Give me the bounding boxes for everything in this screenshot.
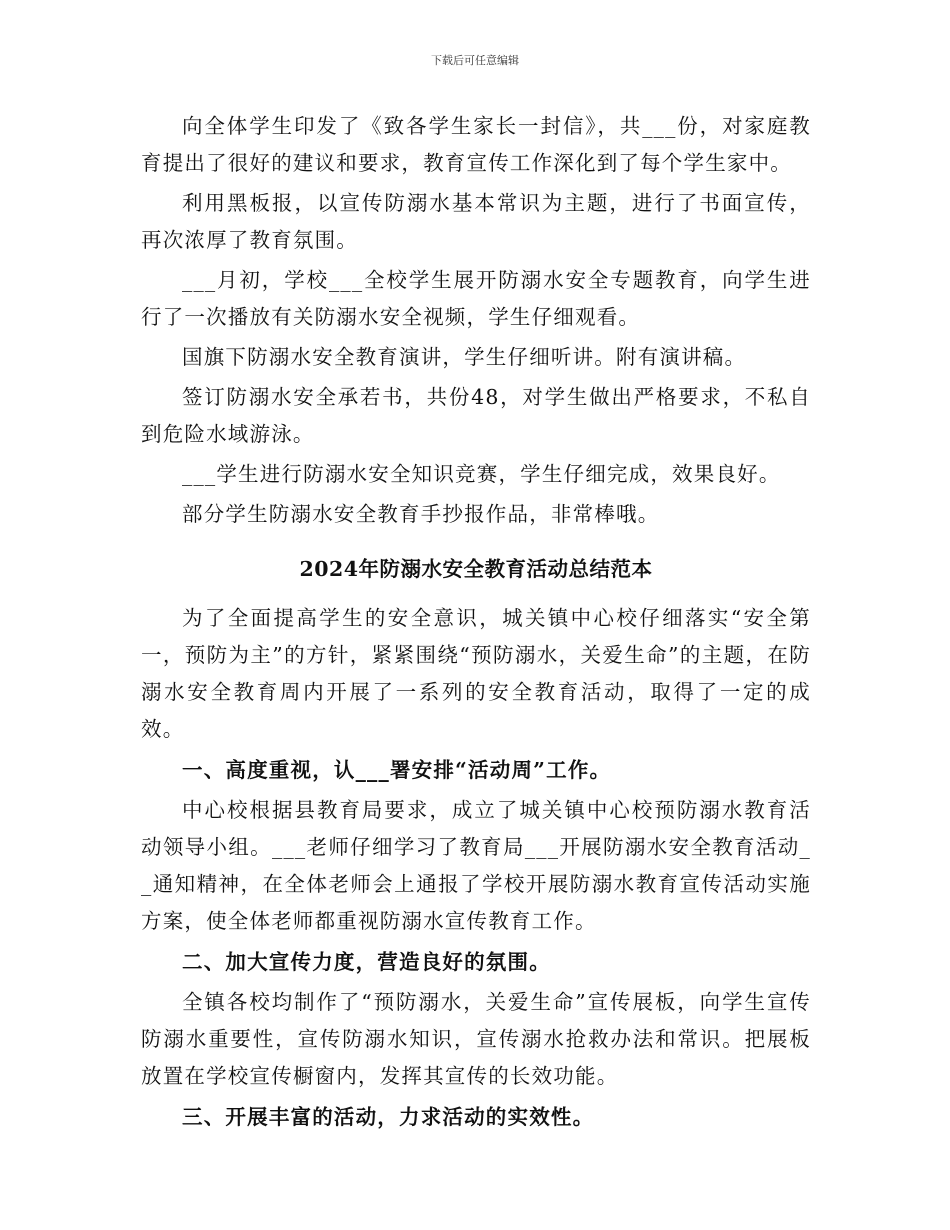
paragraph: 国旗下防溺水安全教育演讲，学生仔细听讲。附有演讲稿。 bbox=[182, 345, 747, 369]
section-heading-1: 一、高度重视，认___署安排“活动周”工作。 bbox=[182, 758, 612, 782]
section-heading-3: 三、开展丰富的活动，力求活动的实效性。 bbox=[182, 1105, 595, 1129]
paragraph: 向全体学生印发了《致各学生家长一封信》，共___份，对家庭教育提出了很好的建议和要求，教育宣传工作深化到了每个学生家中。 bbox=[141, 114, 811, 175]
page-header-note: 下载后可任意编辑 bbox=[431, 54, 519, 67]
document-body bbox=[141, 108, 811, 1139]
paragraph: ___学生进行防溺水安全知识竞赛，学生仔细完成，效果良好。 bbox=[182, 462, 781, 486]
section-body-2: 全镇各校均制作了“预防溺水，关爱生命”宣传展板，向学生宣传防溺水重要性，宣传防溺水知识，宣传溺水抢救办法和常识。把展板放置在学校宣传橱窗内，发挥其宣传的长效功能。 bbox=[141, 990, 811, 1088]
paragraph: ___月初，学校___全校学生展开防溺水安全专题教育，向学生进行了一次播放有关防溺水安全视频，学生仔细观看。 bbox=[141, 268, 811, 329]
paragraph: 部分学生防溺水安全教育手抄报作品，非常棒哦。 bbox=[182, 502, 660, 526]
paragraph: 签订防溺水安全承若书，共份48，对学生做出严格要求，不私自到危险水域游泳。 bbox=[141, 385, 811, 446]
intro-paragraph: 为了全面提高学生的安全意识，城关镇中心校仔细落实“安全第一，预防为主”的方针，紧紧围绕“预防溺水，关爱生命”的主题，在防溺水安全教育周内开展了一系列的安全教育活动，取得了一定的成效。 bbox=[141, 606, 811, 741]
paragraph: 利用黑板报，以宣传防溺水基本常识为主题，进行了书面宣传，再次浓厚了教育氛围。 bbox=[141, 191, 811, 252]
section-body-1: 中心校根据县教育局要求，成立了城关镇中心校预防溺水教育活动领导小组。___老师仔细学习了教育局___开展防溺水安全教育活动__通知精神，在全体老师会上通报了学校开展防溺水教育宣传活动实施方案，使全体老师都重视防溺水宣传教育工作。 bbox=[141, 798, 811, 933]
document-title: 2024年防溺水安全教育活动总结范本 bbox=[299, 557, 653, 581]
section-heading-2: 二、加大宣传力度，营造良好的氛围。 bbox=[182, 950, 551, 974]
